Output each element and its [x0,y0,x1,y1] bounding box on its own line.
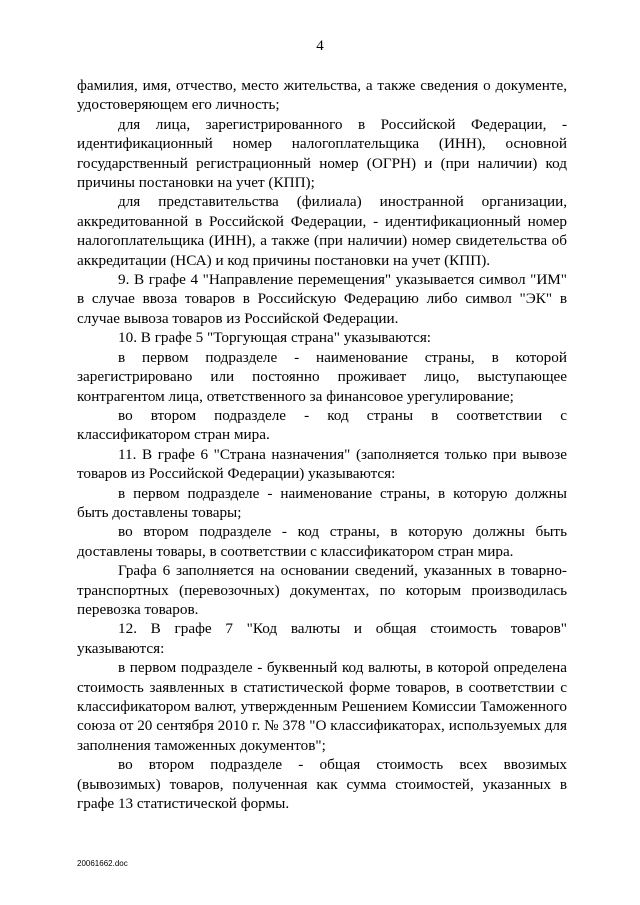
document-body [77,76,567,813]
paragraph: Графа 6 заполняется на основании сведений, указанных в товарно-транспортных (перевозочных) документах, по которым производилась перевозка товаров. [77,562,567,618]
file-name-footer: 20061662.doc [77,859,128,868]
paragraph: 11. В графе 6 "Страна назначения" (заполняется только при вывозе товаров из Российской Федерации) указываются: [77,445,567,483]
paragraph: фамилия, имя, отчество, место жительства, а также сведения о документе, удостоверяющем его личность; [77,77,567,114]
paragraph: во втором подразделе - общая стоимость всех ввозимых (вывозимых) товаров, полученная как сумма стоимостей, указанных в графе 13 статистической формы. [77,756,567,813]
paragraph: для представительства (филиала) иностранной организации, аккредитованной в Российской Федерации, - идентификационный номер налогоплательщика (ИНН), а также (при наличии) номер свидетельства об аккредитации (НСА) и код причины постановки на учет (КПП). [77,193,567,269]
paragraph: во втором подразделе - код страны в соответствии с классификатором стран мира. [77,406,567,444]
paragraph: 12. В графе 7 "Код валюты и общая стоимость товаров" указываются: [77,620,567,657]
paragraph: в первом подразделе - наименование страны, в которой зарегистрировано или постоянно проживает лицо, выступающее контрагентом лица, ответственного за финансовое урегулирование; [77,348,567,405]
paragraph: 9. В графе 4 "Направление перемещения" указывается символ "ИМ" в случае ввоза товаров в Российскую Федерацию либо символ "ЭК" в случае вывоза товаров из Российской Федерации. [77,271,567,327]
paragraph: в первом подразделе - буквенный код валюты, в которой определена стоимость заявленных в статистической форме товаров, в соответствии с классификатором валют, утвержденным Решением Комиссии Таможенного союза от 20 сентября 2010 г. № 378 "О классификаторах, используемых для заполнения таможенных документов"; [77,659,567,754]
paragraph: для лица, зарегистрированного в Российской Федерации, - идентификационный номер налогоплательщика (ИНН), основной государственный регистрационный номер (ОГРН) и (при наличии) код причины постановки на учет (КПП); [77,115,567,192]
paragraph: в первом подразделе - наименование страны, в которую должны быть доставлены товары; [77,484,567,521]
paragraph: 10. В графе 5 "Торгующая страна" указываются: [118,329,432,347]
paragraph: во втором подразделе - код страны, в которую должны быть доставлены товары, в соответствии с классификатором стран мира. [77,523,567,560]
page-number: 4 [316,38,324,54]
